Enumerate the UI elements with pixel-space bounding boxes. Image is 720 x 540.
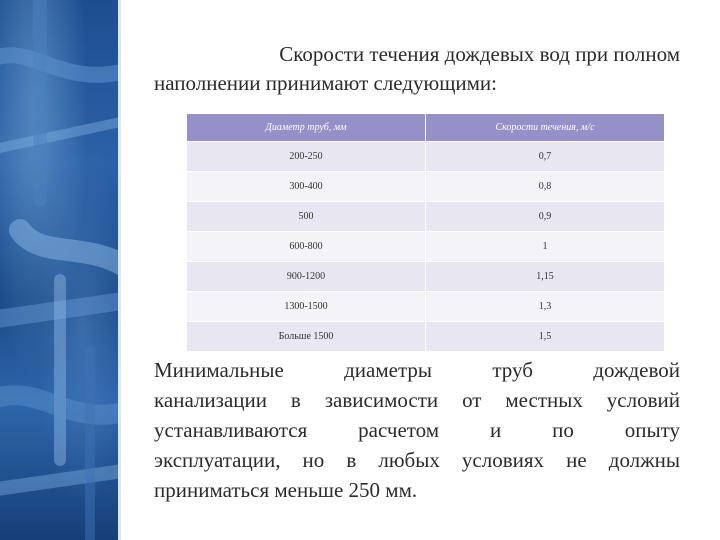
cell-speed: 1,5 [426,322,665,352]
cell-diameter: 1300-1500 [187,292,426,322]
cell-speed: 0,8 [426,172,665,202]
heading-line-2: наполнении принимают следующими: [154,71,497,95]
side-divider [118,0,121,540]
pipes-illustration [0,0,118,540]
table-row [187,232,665,262]
table-row [187,322,665,352]
cell-speed: 0,9 [426,202,665,232]
cell-speed: 1,3 [426,292,665,322]
paragraph-line-1: Минимальные диаметры труб дождевой [154,358,680,382]
cell-diameter: 500 [187,202,426,232]
cell-speed: 0,7 [426,142,665,172]
page-heading [154,40,680,98]
cell-speed: 1 [426,232,665,262]
flow-speed-table [186,113,665,352]
cell-diameter: 300-400 [187,172,426,202]
cell-speed: 1,15 [426,262,665,292]
table-row [187,292,665,322]
table-row [187,202,665,232]
table-row [187,142,665,172]
table-row [187,262,665,292]
paragraph-line-5: приниматься меньше 250 мм. [154,478,418,502]
table-header-row [187,114,665,142]
table-row [187,172,665,202]
cell-diameter: Больше 1500 [187,322,426,352]
cell-diameter: 200-250 [187,142,426,172]
column-header-speed: Скорости течения, м/с [426,114,665,142]
column-header-diameter: Диаметр труб, мм [187,114,426,142]
paragraph-line-2: канализации в зависимости от местных условий [154,388,680,412]
paragraph-line-3: устанавливаются расчетом и по опыту [154,418,680,442]
body-paragraph [154,355,680,505]
heading-line-1: Скорости течения дождевых вод при полном [279,42,680,66]
cell-diameter: 900-1200 [187,262,426,292]
cell-diameter: 600-800 [187,232,426,262]
side-photo-pipes [0,0,118,540]
paragraph-line-4: эксплуатации, но в любых условиях не должны [154,448,680,472]
